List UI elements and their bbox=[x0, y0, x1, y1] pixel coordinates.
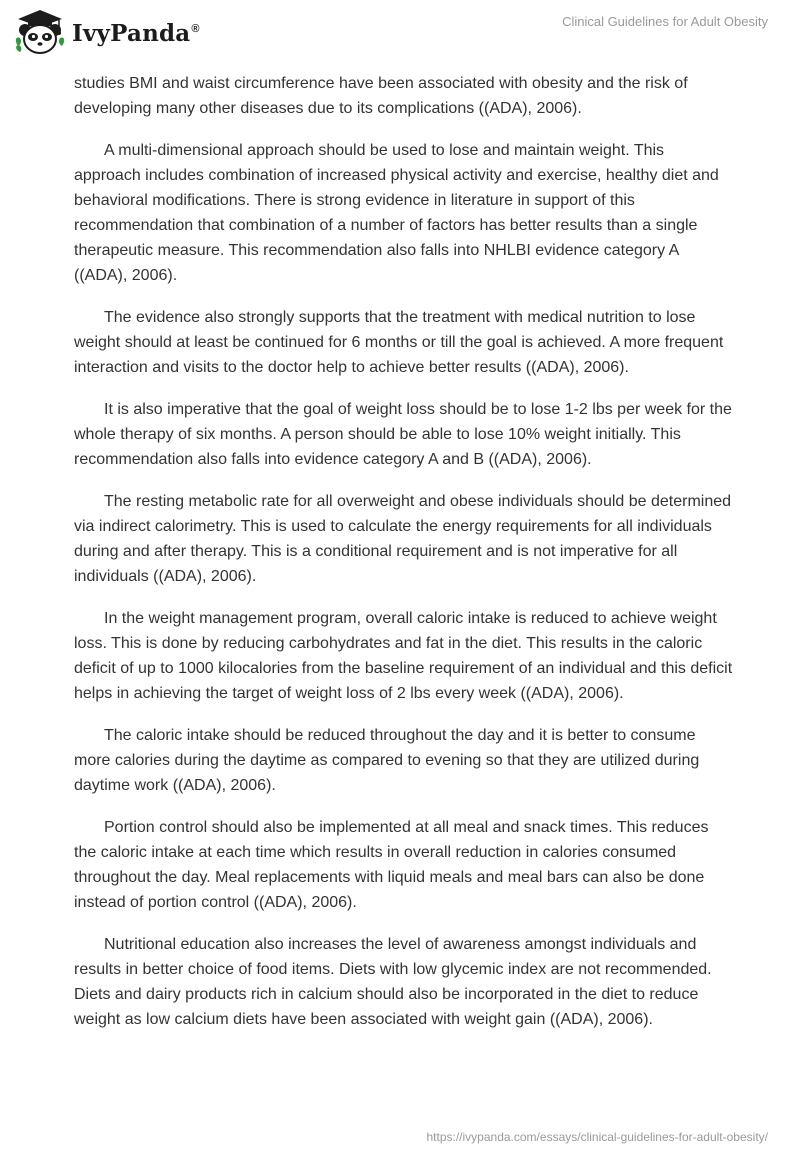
paragraph: studies BMI and waist circumference have been associated with obesity and the risk of developing many other diseases due to its complications ((ADA), 2006). bbox=[74, 75, 688, 117]
paragraph: Nutritional education also increases the level of awareness amongst individuals and results in better choice of food items. Diets with low glycemic index are not recommended. Diets and dairy products rich in calcium should also be incorporated in the diet to reduce weight as low calcium diets have been associated with weight gain ((ADA), 2006). bbox=[74, 936, 712, 1028]
panda-graduate-logo-icon bbox=[14, 8, 66, 58]
document-title: Clinical Guidelines for Adult Obesity bbox=[562, 14, 768, 29]
paragraph: The resting metabolic rate for all overweight and obese individuals should be determined via indirect calorimetry. This is used to calculate the energy requirements for all individuals during and after therapy. This is a conditional requirement and is not imperative for all individuals ((ADA), 2006). bbox=[74, 493, 732, 585]
essay-body bbox=[74, 71, 734, 1049]
brand-name: IvyPanda® bbox=[72, 19, 200, 47]
paragraph: In the weight management program, overall caloric intake is reduced to achieve weight loss. This is done by reducing carbohydrates and fat in the diet. This results in the caloric deficit of up to 1000 kilocalories from the baseline requirement of an individual and this deficit helps in achieving the target of weight loss of 2 lbs every week ((ADA), 2006). bbox=[74, 610, 733, 702]
registered-mark: ® bbox=[191, 22, 200, 35]
paragraph: A multi-dimensional approach should be used to lose and maintain weight. This approach includes combination of increased physical activity and exercise, healthy diet and behavioral modifications. There is strong evidence in literature in support of this recommendation that combination of a number of factors has better results than a single therapeutic measure. This recommendation also falls into NHLBI evidence category A ((ADA), 2006). bbox=[74, 142, 719, 284]
page-header bbox=[0, 0, 800, 70]
paragraph: Portion control should also be implemented at all meal and snack times. This reduces the caloric intake at each time which results in overall reduction in calories consumed throughout the day. Meal replacements with liquid meals and meal bars can also be done instead of portion control ((ADA), 2006). bbox=[74, 819, 709, 911]
brand-logo[interactable] bbox=[14, 8, 200, 58]
paragraph: It is also imperative that the goal of weight loss should be to lose 1-2 lbs per week for the whole therapy of six months. A person should be able to lose 10% weight initially. This recommendation also falls into evidence category A and B ((ADA), 2006). bbox=[74, 401, 732, 468]
source-url[interactable]: https://ivypanda.com/essays/clinical-guidelines-for-adult-obesity/ bbox=[426, 1130, 768, 1144]
paragraph: The caloric intake should be reduced throughout the day and it is better to consume more calories during the daytime as compared to evening so that they are utilized during daytime work ((ADA), 2006). bbox=[74, 727, 700, 794]
paragraph: The evidence also strongly supports that the treatment with medical nutrition to lose weight should at least be continued for 6 months or till the goal is achieved. A more frequent interaction and visits to the doctor help to achieve better results ((ADA), 2006). bbox=[74, 309, 724, 376]
